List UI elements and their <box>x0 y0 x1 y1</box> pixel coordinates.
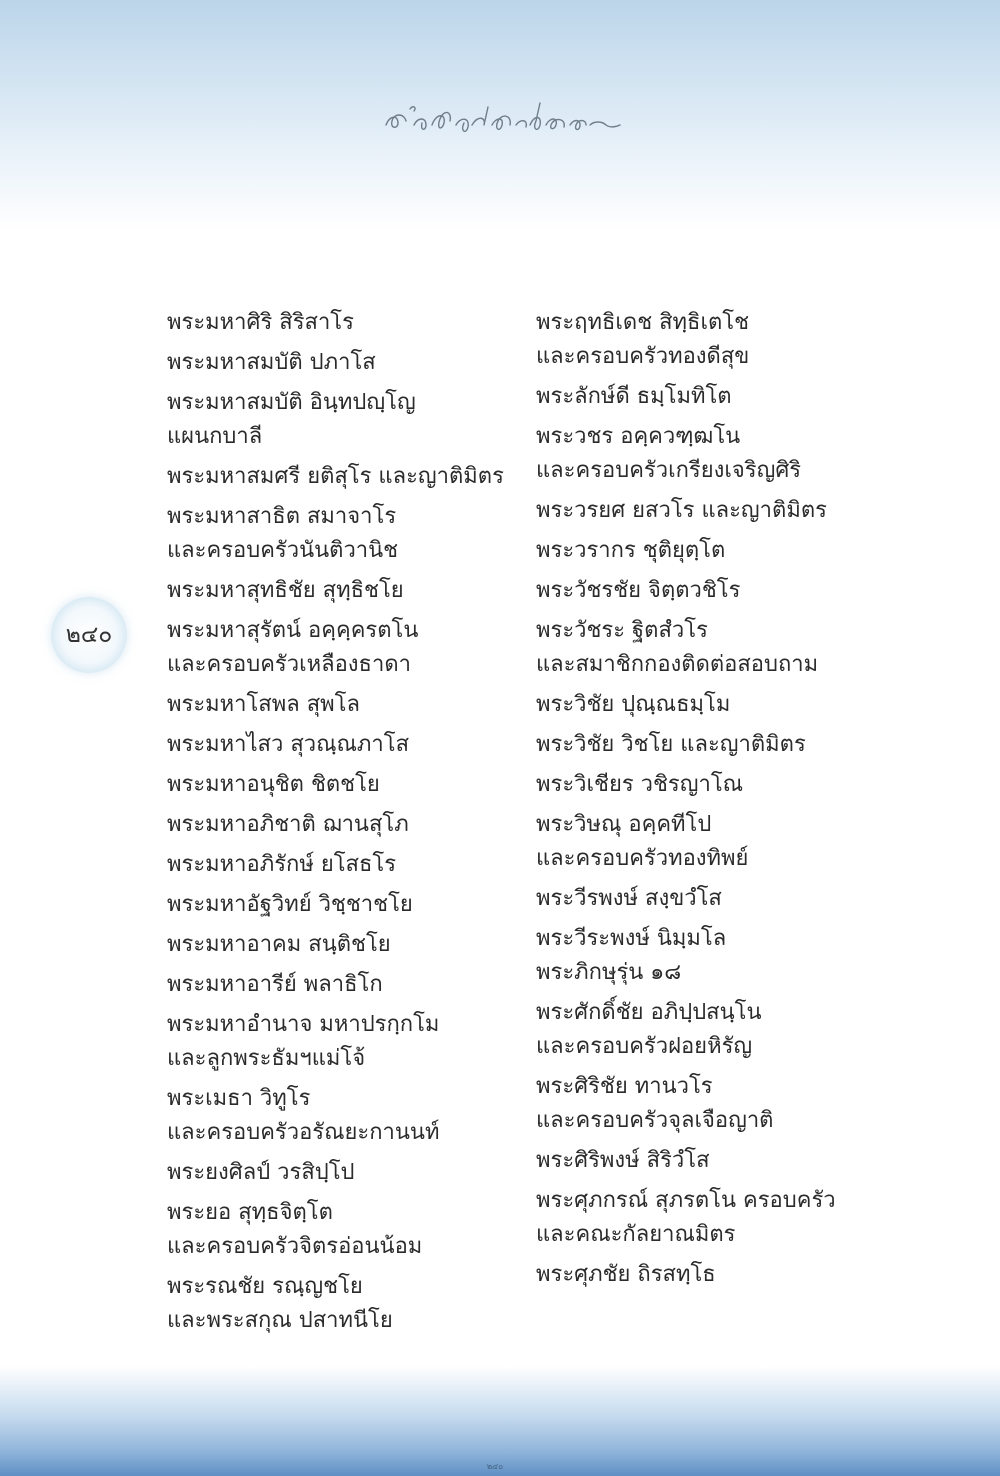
name-entry <box>536 922 916 990</box>
name-entry <box>167 808 547 842</box>
name-entry <box>536 1070 916 1138</box>
name-entry <box>536 494 916 528</box>
handwritten-signature-icon <box>380 95 625 140</box>
entry-name-line: พระมหาอนุชิต ชิตชโย <box>167 772 380 797</box>
entry-name-line: พระวิชัย วิชโย และญาติมิตร <box>536 732 806 757</box>
name-entry <box>167 968 547 1002</box>
name-entry <box>167 928 547 962</box>
entry-name-line: พระรณชัย รณฺญชโย <box>167 1274 363 1299</box>
right-column <box>536 306 916 1298</box>
page-number-badge <box>51 597 127 673</box>
entry-detail-line: และครอบครัวทองดีสุข <box>536 344 750 369</box>
name-entry <box>167 1008 547 1076</box>
entry-name-line: พระลักษ์ดี ธมฺโมทิโต <box>536 384 732 409</box>
entry-name-line: พระยอ สุทฺธจิตฺโต <box>167 1200 333 1225</box>
entry-name-line: พระวีรพงษ์ สงฺขวํโส <box>536 886 722 911</box>
name-entry <box>536 380 916 414</box>
name-entry <box>536 306 916 374</box>
entry-name-line: พระวัชระ ฐิตสํวโร <box>536 618 708 643</box>
entry-name-line: พระมหาไสว สุวณฺณภาโส <box>167 732 410 757</box>
entry-detail-line: และครอบครัวเกรียงเจริญศิริ <box>536 458 802 483</box>
entry-name-line: พระวรยศ ยสวโร และญาติมิตร <box>536 498 827 523</box>
entry-name-line: พระมหาสุทธิชัย สุทฺธิชโย <box>167 578 404 603</box>
name-entry <box>536 808 916 876</box>
name-entry <box>536 534 916 568</box>
entry-detail-line: และครอบครัวฝอยหิรัญ <box>536 1034 753 1059</box>
entry-name-line: พระศุภกรณ์ สุภรตโน ครอบครัว <box>536 1188 836 1213</box>
name-entry <box>167 688 547 722</box>
entry-name-line: พระมหาอาคม สนฺติชโย <box>167 932 391 957</box>
entry-name-line: พระมหาอภิรักษ์ ยโสธโร <box>167 852 397 877</box>
entry-name-line: พระวีระพงษ์ นิมฺมโล <box>536 926 727 951</box>
entry-name-line: พระวิเชียร วชิรญาโณ <box>536 772 744 797</box>
name-entry <box>536 1144 916 1178</box>
entry-detail-line: และครอบครัวจุลเจือญาติ <box>536 1108 774 1133</box>
entry-name-line: พระมหาอัฐวิทย์ วิชฺชาชโย <box>167 892 413 917</box>
entry-name-line: พระมหาสมบัติ ปภาโส <box>167 350 376 375</box>
entry-name-line: พระมหาโสพล สุพโล <box>167 692 360 717</box>
entry-name-line: พระวัชรชัย จิตฺตวชิโร <box>536 578 741 603</box>
page-number: ๒๔๐ <box>65 622 113 648</box>
entry-detail-line: แผนกบาลี <box>167 424 263 449</box>
entry-detail-line: และลูกพระธัมฯแม่โจ้ <box>167 1046 366 1071</box>
entry-name-line: พระมหาศิริ สิริสาโร <box>167 310 354 335</box>
entry-name-line: พระวชร อคฺควฑฺฒโน <box>536 424 741 449</box>
name-entry <box>167 500 547 568</box>
entry-detail-line: และครอบครัวนันติวานิช <box>167 538 399 563</box>
entry-name-line: พระศิริชัย ทานวโร <box>536 1074 713 1099</box>
name-entry <box>536 614 916 682</box>
name-entry <box>536 574 916 608</box>
entry-detail-line: และคณะกัลยาณมิตร <box>536 1222 736 1247</box>
entry-name-line: พระฤทธิเดช สิทฺธิเตโช <box>536 310 750 335</box>
name-entry <box>167 346 547 380</box>
entry-detail-line: และสมาชิกกองติดต่อสอบถาม <box>536 652 819 677</box>
name-entry <box>167 1156 547 1190</box>
name-entry <box>167 386 547 454</box>
entry-name-line: พระมหาสุรัตน์ อคฺคฺครตโน <box>167 618 419 643</box>
entry-name-line: พระศักดิ์ชัย อภิปฺปสนฺโน <box>536 1000 762 1025</box>
name-entry <box>167 1270 547 1338</box>
entry-detail-line: และครอบครัวจิตรอ่อนน้อม <box>167 1234 423 1259</box>
name-entry <box>536 768 916 802</box>
entry-name-line: พระมหาสมบัติ อินฺทปญฺโญ <box>167 390 416 415</box>
name-entry <box>167 614 547 682</box>
entry-name-line: พระวรากร ชุติยุตฺโต <box>536 538 726 563</box>
entry-name-line: พระศิริพงษ์ สิริวํโส <box>536 1148 710 1173</box>
entry-name-line: พระมหาอำนาจ มหาปรกฺกโม <box>167 1012 440 1037</box>
entry-detail-line: และครอบครัวเหลืองธาดา <box>167 652 411 677</box>
entry-detail-line: และครอบครัวอรัณยะกานนท์ <box>167 1120 440 1145</box>
name-entry <box>167 848 547 882</box>
entry-detail-line: และครอบครัวทองทิพย์ <box>536 846 749 871</box>
entry-name-line: พระมหาอภิชาติ ฌานสุโภ <box>167 812 409 837</box>
entry-name-line: พระเมธา วิทูโร <box>167 1086 311 1111</box>
name-entry <box>167 460 547 494</box>
name-entry <box>536 1184 916 1252</box>
entry-name-line: พระวิษณุ อคฺคทีโป <box>536 812 712 837</box>
name-entry <box>536 1258 916 1292</box>
left-column <box>167 306 547 1344</box>
name-entry <box>167 728 547 762</box>
entry-name-line: พระศุภชัย ถิรสทฺโธ <box>536 1262 716 1287</box>
entry-name-line: พระยงศิลป์ วรสิปฺโป <box>167 1160 355 1185</box>
name-entry <box>536 728 916 762</box>
entry-detail-line: พระภิกษุรุ่น ๑๘ <box>536 960 682 985</box>
name-entry <box>167 768 547 802</box>
name-entry <box>167 306 547 340</box>
name-entry <box>536 882 916 916</box>
entry-name-line: พระมหาสาธิต สมาจาโร <box>167 504 397 529</box>
entry-name-line: พระมหาอารีย์ พลาธิโก <box>167 972 383 997</box>
bottom-sky-band <box>0 1366 1000 1476</box>
name-entry <box>167 1082 547 1150</box>
name-entry <box>167 574 547 608</box>
name-entry <box>167 888 547 922</box>
name-entry <box>536 420 916 488</box>
entry-detail-line: และพระสกุณ ปสาทนีโย <box>167 1308 393 1333</box>
footer-mark: ๒๔๐ <box>486 1462 504 1471</box>
name-entry <box>536 688 916 722</box>
name-entry <box>167 1196 547 1264</box>
entry-name-line: พระมหาสมศรี ยติสุโร และญาติมิตร <box>167 464 504 489</box>
name-entry <box>536 996 916 1064</box>
entry-name-line: พระวิชัย ปุณฺณธมฺโม <box>536 692 731 717</box>
